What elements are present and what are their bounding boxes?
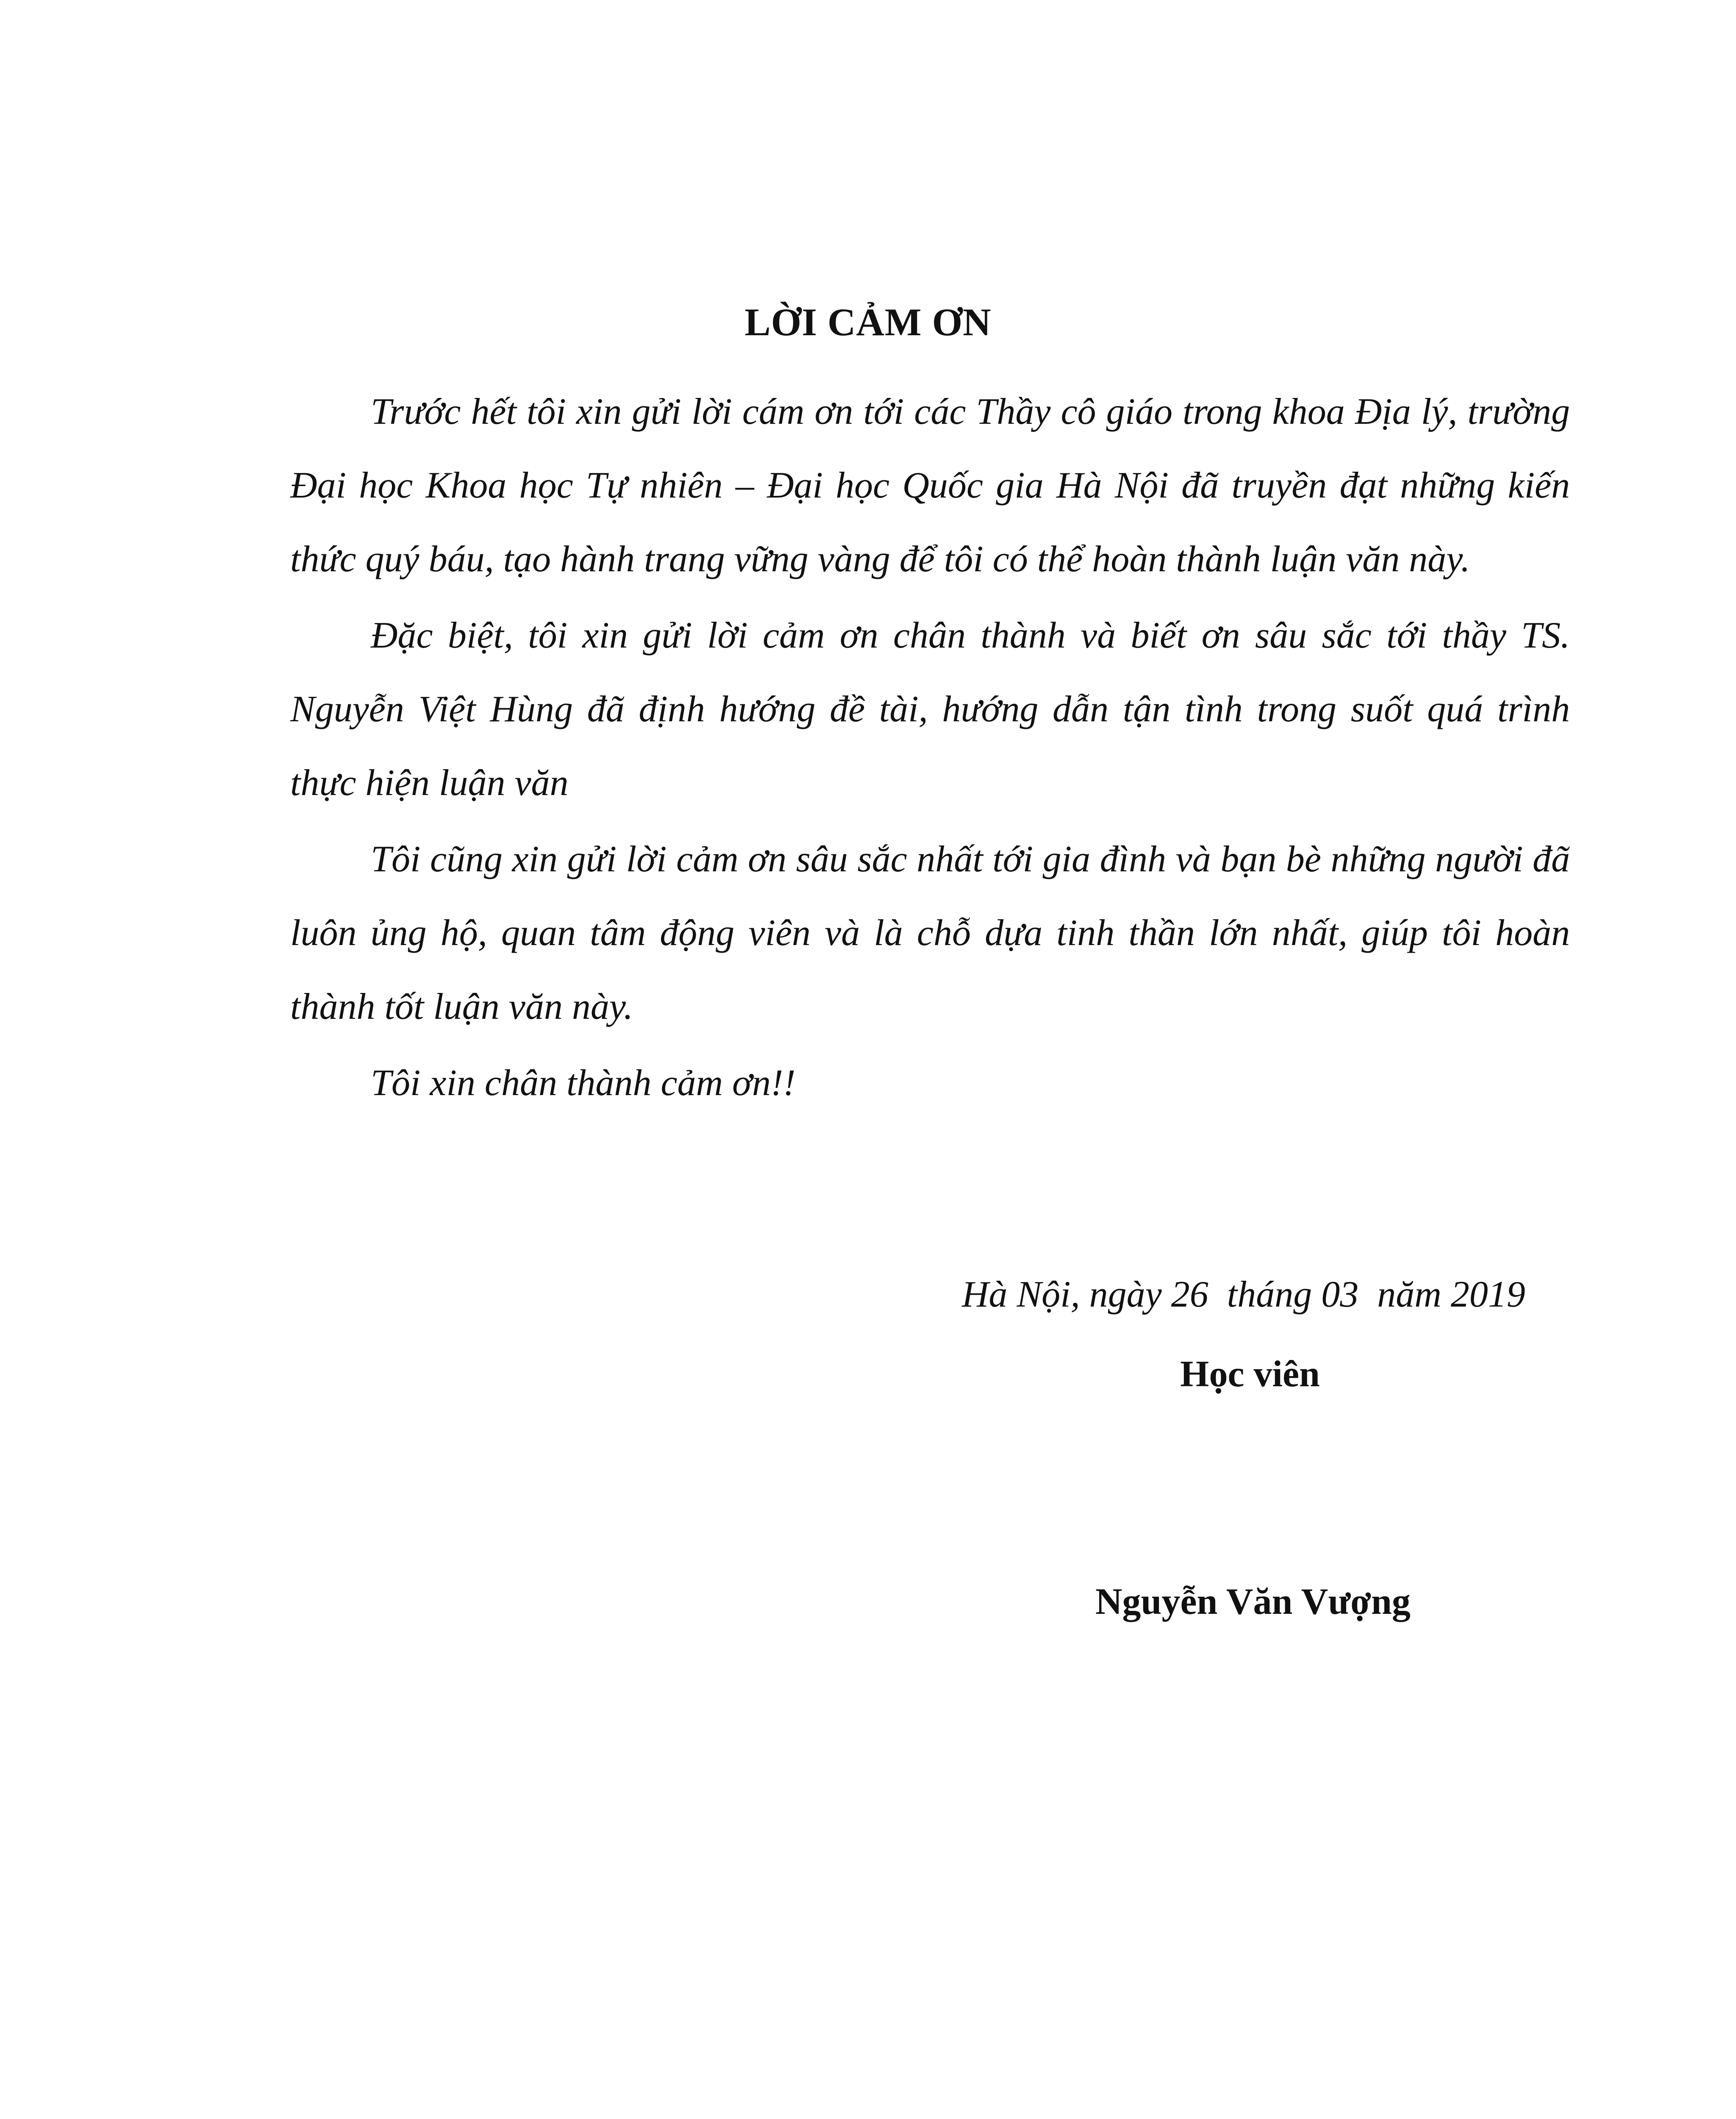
paragraph-4: Tôi xin chân thành cảm ơn!! xyxy=(371,1062,796,1104)
paragraph-3: Tôi cũng xin gửi lời cảm ơn sâu sắc nhất tới gia đình và bạn bè những người đã luôn ủng hộ, quan tâm động viên và là chỗ dựa tinh thần lớn nhất, giúp tôi hoàn thành tốt luận văn này. xyxy=(290,839,1570,1027)
page-title: LỜI CẢM ƠN xyxy=(744,300,992,344)
acknowledgement-body xyxy=(290,375,1570,1123)
date-line: Hà Nội, ngày 26 tháng 03 năm 2019 xyxy=(962,1274,1525,1315)
author-name: Nguyễn Văn Vượng xyxy=(1095,1581,1411,1622)
paragraph-1: Trước hết tôi xin gửi lời cám ơn tới các Thầy cô giáo trong khoa Địa lý, trường Đại học Khoa học Tự nhiên – Đại học Quốc gia Hà Nội đã truyền đạt những kiến thức quý báu, tạo hành trang vững vàng để tôi có thể hoàn thành luận văn này. xyxy=(290,391,1570,580)
paragraph-2: Đặc biệt, tôi xin gửi lời cảm ơn chân thành và biết ơn sâu sắc tới thầy TS. Nguyễn Việt Hùng đã định hướng đề tài, hướng dẫn tận tình trong suốt quá trình thực hiện luận văn xyxy=(290,615,1570,804)
author-role: Học viên xyxy=(1180,1354,1320,1395)
